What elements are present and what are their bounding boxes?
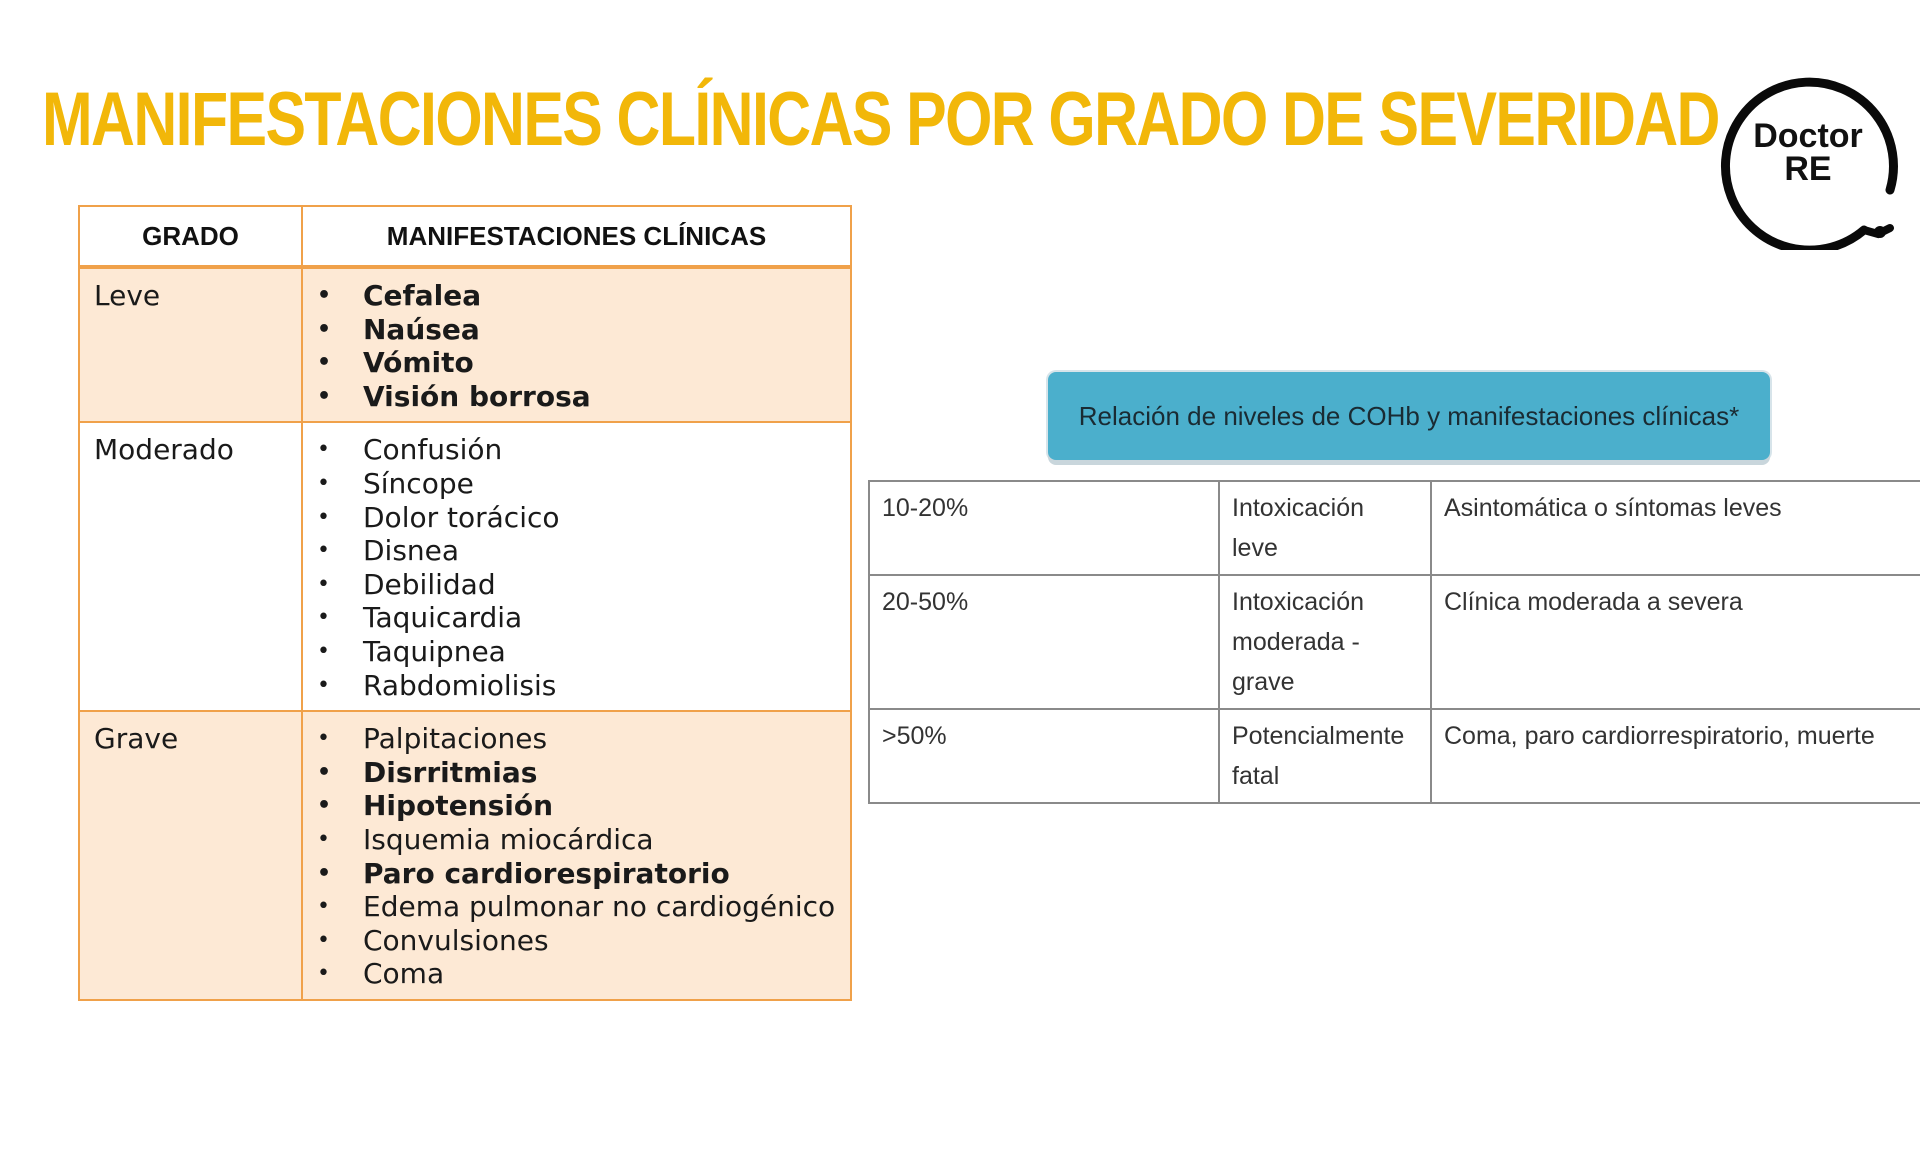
manifestation-item: • Cefalea bbox=[317, 279, 842, 313]
coh-clinic-cell: Coma, paro cardiorrespiratorio, muerte bbox=[1431, 709, 1920, 803]
manifestation-item: • Isquemia miocárdica bbox=[317, 823, 842, 857]
manifestation-item: • Disnea bbox=[317, 534, 842, 568]
severity-row-leve bbox=[79, 267, 851, 422]
manifestation-item: • Taquicardia bbox=[317, 601, 842, 635]
coh-row bbox=[869, 481, 1920, 575]
manifestation-item: • Hipotensión bbox=[317, 789, 842, 823]
logo-line-2: RE bbox=[1784, 150, 1832, 188]
coh-clinic-cell: Clínica moderada a severa bbox=[1431, 575, 1920, 709]
manifestations-cell bbox=[302, 422, 851, 711]
manifestation-list bbox=[317, 279, 842, 413]
coh-intoxication-cell bbox=[1219, 709, 1431, 803]
manifestation-item: • Naúsea bbox=[317, 313, 842, 347]
intoxication-line: Intoxicación bbox=[1232, 588, 1365, 616]
grade-cell: Leve bbox=[79, 267, 302, 422]
manifestation-item: • Rabdomiolisis bbox=[317, 669, 842, 703]
grade-cell: Grave bbox=[79, 711, 302, 1000]
header-grade: GRADO bbox=[79, 206, 302, 267]
manifestation-item: • Dolor torácico bbox=[317, 501, 842, 535]
coh-intoxication-cell bbox=[1219, 481, 1431, 575]
manifestation-item: • Paro cardiorespiratorio bbox=[317, 857, 842, 891]
manifestation-item: • Síncope bbox=[317, 467, 842, 501]
manifestations-cell bbox=[302, 267, 851, 422]
manifestations-cell bbox=[302, 711, 851, 1000]
intoxication-line: fatal bbox=[1232, 762, 1280, 790]
page-title: MANIFESTACIONES CLÍNICAS POR GRADO DE SEVERIDAD bbox=[42, 77, 1719, 162]
coh-clinic-cell: Asintomática o síntomas leves bbox=[1431, 481, 1920, 575]
severity-table bbox=[78, 205, 852, 1001]
severity-row-grave bbox=[79, 711, 851, 1000]
manifestation-item: • Debilidad bbox=[317, 568, 842, 602]
manifestation-item: • Taquipnea bbox=[317, 635, 842, 669]
grade-cell: Moderado bbox=[79, 422, 302, 711]
severity-row-moderado bbox=[79, 422, 851, 711]
intoxication-line: moderada -grave bbox=[1232, 628, 1360, 696]
coh-figure-banner bbox=[1048, 372, 1770, 460]
doctor-re-logo bbox=[1714, 62, 1902, 250]
intoxication-line: leve bbox=[1232, 534, 1278, 562]
manifestation-item: • Palpitaciones bbox=[317, 722, 842, 756]
header-manifestations: MANIFESTACIONES CLÍNICAS bbox=[302, 206, 851, 267]
manifestation-item: • Convulsiones bbox=[317, 924, 842, 958]
coh-row bbox=[869, 575, 1920, 709]
coh-figure-caption: Relación de niveles de COHb y manifestaciones clínicas* bbox=[1078, 401, 1740, 431]
manifestation-list bbox=[317, 433, 842, 702]
coh-intoxication-cell bbox=[1219, 575, 1431, 709]
manifestation-item: • Visión borrosa bbox=[317, 380, 842, 414]
intoxication-line: Intoxicación bbox=[1232, 494, 1365, 522]
severity-header-row bbox=[79, 206, 851, 267]
coh-row bbox=[869, 709, 1920, 803]
coh-levels-table bbox=[868, 480, 1920, 804]
manifestation-item: • Edema pulmonar no cardiogénico bbox=[317, 890, 842, 924]
manifestation-item: • Vómito bbox=[317, 346, 842, 380]
coh-level-cell: >50% bbox=[869, 709, 1219, 803]
manifestation-item: • Disrritmias bbox=[317, 756, 842, 790]
manifestation-list bbox=[317, 722, 842, 991]
intoxication-line: Potencialmente bbox=[1232, 722, 1405, 750]
manifestation-item: • Confusión bbox=[317, 433, 842, 467]
manifestation-item: • Coma bbox=[317, 957, 842, 991]
logo-line-1: Doctor bbox=[1753, 117, 1863, 155]
coh-level-cell: 20-50% bbox=[869, 575, 1219, 709]
coh-level-cell: 10-20% bbox=[869, 481, 1219, 575]
logo-wordmark bbox=[1714, 117, 1902, 188]
